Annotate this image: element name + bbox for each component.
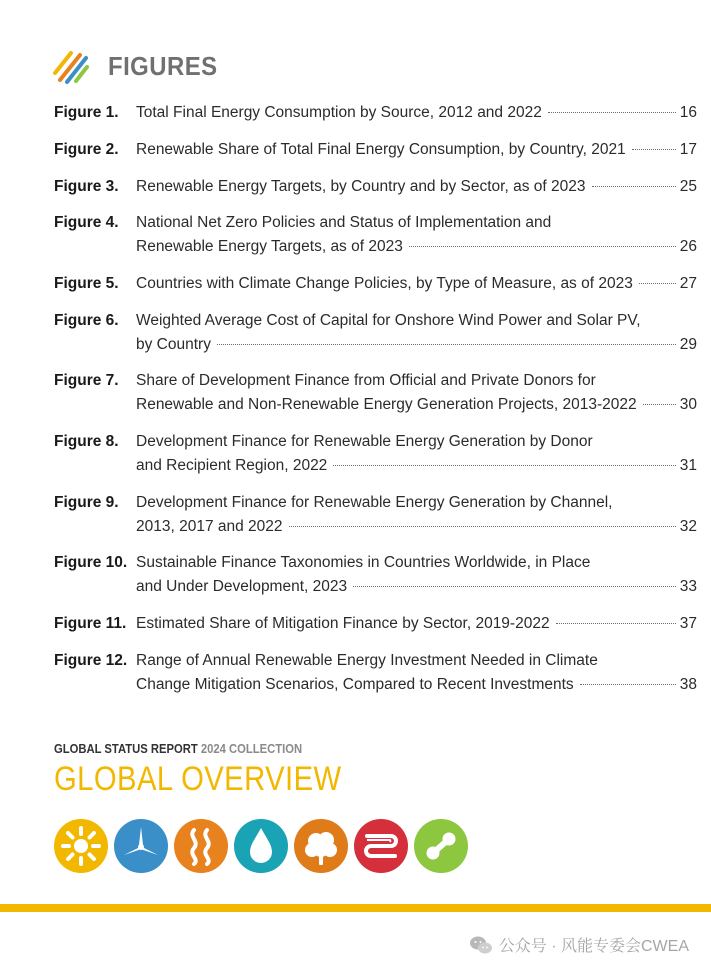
caption-last-line xyxy=(136,235,697,259)
figure-entry[interactable] xyxy=(54,551,697,599)
figure-caption xyxy=(136,175,697,199)
dot-leader xyxy=(217,344,676,345)
page-number[interactable]: 29 xyxy=(679,335,697,353)
dot-leader xyxy=(639,283,676,284)
caption-line: Development Finance for Renewable Energy Generation by Channel, xyxy=(136,493,613,511)
caption-last-line xyxy=(136,393,697,417)
figure-label: Figure 5. xyxy=(54,274,119,292)
caption-line: Total Final Energy Consumption by Source, 2012 and 2022 xyxy=(136,104,542,121)
report-collection-label xyxy=(54,742,355,756)
figure-caption xyxy=(136,612,697,636)
report-title: GLOBAL OVERVIEW xyxy=(54,760,342,798)
caption-line: Renewable Energy Targets, by Country and by Sector, as of 2023 xyxy=(136,177,586,195)
dot-leader xyxy=(333,465,675,466)
caption-line: Range of Annual Renewable Energy Investment Needed in Climate xyxy=(136,651,598,669)
caption-line: Estimated Share of Mitigation Finance by Sector, 2019-2022 xyxy=(136,614,550,632)
dot-leader xyxy=(409,246,676,247)
figure-label: Figure 2. xyxy=(54,140,119,158)
page-number[interactable]: 25 xyxy=(679,177,697,195)
report-prefix: GLOBAL STATUS REPORT xyxy=(54,742,198,756)
caption-last-line xyxy=(136,454,697,478)
figure-label: Figure 4. xyxy=(54,214,119,232)
footer-bar xyxy=(0,904,711,912)
caption-line: Share of Development Finance from Official and Private Donors for xyxy=(136,372,596,390)
page-number[interactable]: 38 xyxy=(679,675,697,693)
dot-leader xyxy=(556,623,676,624)
dot-leader xyxy=(592,186,676,187)
figure-caption xyxy=(136,138,697,162)
figure-entry[interactable] xyxy=(54,369,697,417)
caption-last-line xyxy=(136,612,697,636)
figure-label: Figure 3. xyxy=(54,177,119,195)
dot-leader xyxy=(580,684,676,685)
figures-list xyxy=(54,101,697,697)
figure-entry[interactable] xyxy=(54,649,697,697)
report-suffix: 2024 COLLECTION xyxy=(200,742,303,756)
wechat-icon xyxy=(469,935,493,955)
caption-line: Renewable Energy Targets, as of 2023 xyxy=(136,238,403,256)
page-number[interactable]: 37 xyxy=(679,614,697,632)
figure-label: Figure 1. xyxy=(54,104,119,121)
figure-entry[interactable] xyxy=(54,612,697,636)
wechat-watermark xyxy=(469,933,689,956)
integration-icon xyxy=(414,819,468,873)
figure-caption xyxy=(136,309,697,357)
solar-icon xyxy=(54,819,108,873)
figure-label: Figure 7. xyxy=(54,372,119,390)
page-number[interactable]: 32 xyxy=(679,517,697,535)
page-number[interactable]: 16 xyxy=(679,104,697,121)
stripes-logo-icon xyxy=(52,47,90,85)
dot-leader xyxy=(548,112,676,113)
caption-line: Sustainable Finance Taxonomies in Countries Worldwide, in Place xyxy=(136,554,591,572)
page-number[interactable]: 27 xyxy=(679,274,697,292)
caption-line: National Net Zero Policies and Status of Implementation and xyxy=(136,214,552,232)
caption-line: Change Mitigation Scenarios, Compared to Recent Investments xyxy=(136,675,574,693)
figure-entry[interactable] xyxy=(54,101,697,125)
page-number[interactable]: 26 xyxy=(679,238,697,256)
figure-entry[interactable] xyxy=(54,175,697,199)
dot-leader xyxy=(353,586,676,587)
figure-entry[interactable] xyxy=(54,309,697,357)
figure-entry[interactable] xyxy=(54,430,697,478)
technology-icons xyxy=(54,819,474,873)
caption-last-line xyxy=(136,575,697,599)
figure-label: Figure 8. xyxy=(54,432,119,450)
caption-line: Renewable Share of Total Final Energy Consumption, by Country, 2021 xyxy=(136,140,626,158)
figure-caption xyxy=(136,491,697,539)
caption-line: Development Finance for Renewable Energy Generation by Donor xyxy=(136,432,593,450)
heat-icon xyxy=(354,819,408,873)
figure-entry[interactable] xyxy=(54,272,697,296)
figure-entry[interactable] xyxy=(54,491,697,539)
page-number[interactable]: 33 xyxy=(679,578,697,596)
figure-caption xyxy=(136,101,697,125)
figure-entry[interactable] xyxy=(54,138,697,162)
caption-last-line xyxy=(136,272,697,296)
caption-line: by Country xyxy=(136,335,211,353)
dot-leader xyxy=(632,149,676,150)
caption-last-line xyxy=(136,175,697,199)
geothermal-icon xyxy=(174,819,228,873)
figure-caption xyxy=(136,211,697,259)
dot-leader xyxy=(289,526,676,527)
bioenergy-icon xyxy=(294,819,348,873)
page-title: FIGURES xyxy=(108,50,218,81)
caption-last-line xyxy=(136,101,697,125)
figure-label: Figure 9. xyxy=(54,493,119,511)
figure-caption xyxy=(136,430,697,478)
caption-last-line xyxy=(136,138,697,162)
watermark-text: 公众号 · 风能专委会CWEA xyxy=(498,938,689,955)
figure-label: Figure 6. xyxy=(54,311,119,329)
report-branding xyxy=(54,742,388,799)
caption-line: Countries with Climate Change Policies, by Type of Measure, as of 2023 xyxy=(136,274,633,292)
wind-icon xyxy=(114,819,168,873)
figure-caption xyxy=(136,272,697,296)
caption-last-line xyxy=(136,673,697,697)
figure-entry[interactable] xyxy=(54,211,697,259)
caption-line: 2013, 2017 and 2022 xyxy=(136,517,283,535)
figure-label: Figure 11. xyxy=(54,614,127,632)
figures-header xyxy=(52,46,227,86)
figure-caption xyxy=(136,369,697,417)
figure-caption xyxy=(136,551,697,599)
figure-label: Figure 10. xyxy=(54,554,128,572)
dot-leader xyxy=(643,404,676,405)
caption-line: and Recipient Region, 2022 xyxy=(136,456,328,474)
caption-line: and Under Development, 2023 xyxy=(136,578,348,596)
caption-last-line xyxy=(136,515,697,539)
page-number[interactable]: 31 xyxy=(679,456,697,474)
page-number[interactable]: 30 xyxy=(679,396,697,414)
caption-line: Weighted Average Cost of Capital for Onshore Wind Power and Solar PV, xyxy=(136,311,641,329)
hydropower-icon xyxy=(234,819,288,873)
page-number[interactable]: 17 xyxy=(679,140,697,158)
figure-caption xyxy=(136,649,697,697)
caption-last-line xyxy=(136,333,697,357)
figure-label: Figure 12. xyxy=(54,651,128,669)
caption-line: Renewable and Non-Renewable Energy Generation Projects, 2013-2022 xyxy=(136,396,637,414)
